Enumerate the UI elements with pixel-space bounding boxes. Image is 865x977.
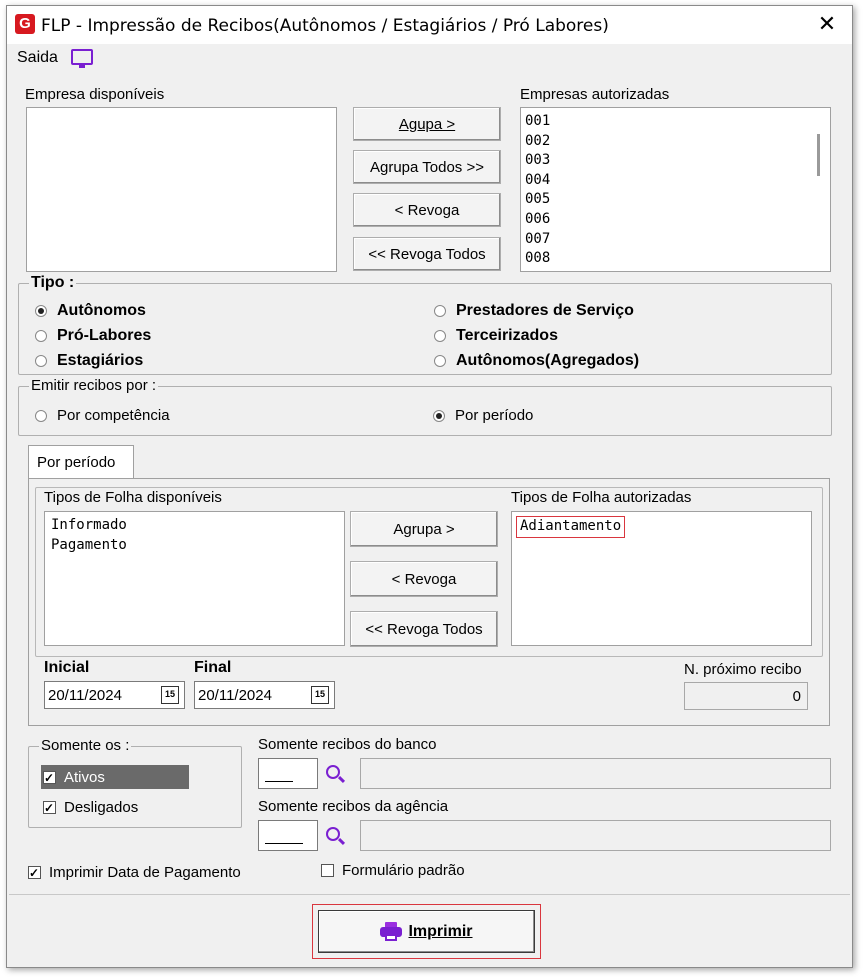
checkbox-ativos[interactable] — [41, 765, 189, 789]
banco-label: Somente recibos do banco — [258, 736, 437, 753]
radio-indicator — [35, 355, 47, 367]
list-item[interactable]: 003 — [525, 152, 551, 169]
radio-autonomos[interactable] — [35, 302, 146, 320]
radio-indicator — [35, 330, 47, 342]
emitir-label: Emitir recibos por : — [31, 377, 157, 394]
list-item[interactable]: 006 — [525, 210, 551, 227]
radio-autonomos-agregados[interactable] — [434, 352, 639, 370]
list-item[interactable]: 002 — [525, 132, 551, 149]
tipo-label: Tipo : — [31, 274, 75, 291]
radio-label: Autônomos — [57, 302, 146, 319]
imprimir-label: Imprimir — [408, 922, 473, 940]
inicial-label: Inicial — [44, 659, 90, 676]
checkbox-imprimir-data[interactable] — [28, 864, 241, 881]
radio-label: Por competência — [57, 407, 170, 424]
tipos-folha-disponiveis-list[interactable] — [44, 511, 345, 646]
empresa-disponiveis-label: Empresa disponíveis — [25, 86, 165, 103]
radio-por-periodo[interactable] — [433, 407, 533, 424]
data-final-value: 20/11/2024 — [198, 687, 272, 704]
checkbox-label: Ativos — [64, 768, 105, 786]
checkbox-indicator — [321, 864, 334, 877]
tipos-folha-disponiveis-label: Tipos de Folha disponíveis — [44, 489, 222, 506]
agrupa-folha-button[interactable]: Agrupa > — [350, 511, 498, 547]
tipo-group — [18, 274, 832, 375]
proximo-recibo-field — [684, 682, 808, 710]
list-item[interactable]: 004 — [525, 171, 551, 188]
checkbox-formulario-padrao[interactable] — [321, 862, 465, 879]
revoga-empresa-button[interactable]: < Revoga — [353, 193, 501, 227]
emitir-group — [18, 377, 832, 436]
agrupa-empresa-button[interactable]: Agupa > — [353, 107, 501, 141]
tipos-folha-autorizadas-list[interactable] — [511, 511, 812, 646]
footer-divider — [9, 894, 850, 895]
search-agencia-icon[interactable] — [326, 827, 340, 841]
imprimir-button[interactable] — [318, 910, 535, 953]
agencia-code-field[interactable] — [258, 820, 318, 851]
revoga-todos-empresa-button[interactable]: << Revoga Todos — [353, 237, 501, 271]
scrollbar-thumb[interactable] — [817, 134, 820, 176]
checkbox-label: Formulário padrão — [342, 862, 465, 879]
somente-label: Somente os : — [41, 737, 130, 754]
radio-label: Pró-Labores — [57, 327, 152, 344]
window-title: FLP - Impressão de Recibos(Autônomos / Estagiários / Pró Labores) — [41, 16, 609, 36]
radio-label: Por período — [455, 407, 534, 424]
radio-pro-labores[interactable] — [35, 327, 151, 345]
tipos-folha-autorizadas-label: Tipos de Folha autorizadas — [511, 489, 692, 506]
search-banco-icon[interactable] — [326, 765, 340, 779]
radio-label: Autônomos(Agregados) — [456, 352, 640, 369]
checkbox-indicator — [28, 866, 41, 879]
app-logo-icon: G — [15, 14, 35, 34]
checkbox-indicator — [43, 801, 56, 814]
checkbox-label: Desligados — [64, 799, 139, 816]
radio-indicator — [35, 410, 47, 422]
empresa-disponiveis-list[interactable] — [26, 107, 337, 272]
radio-estagiarios[interactable] — [35, 352, 143, 370]
calendar-icon[interactable]: 15 — [311, 686, 329, 704]
empresas-autorizadas-label: Empresas autorizadas — [520, 86, 670, 103]
empresas-autorizadas-list[interactable] — [520, 107, 831, 272]
list-item[interactable]: Informado — [51, 517, 127, 533]
list-item[interactable]: Adiantamento — [516, 516, 625, 538]
radio-indicator — [434, 355, 446, 367]
checkbox-label: Imprimir Data de Pagamento — [49, 864, 241, 881]
dialog-window — [6, 5, 853, 968]
proximo-recibo-label: N. próximo recibo — [684, 661, 802, 678]
agencia-label: Somente recibos da agência — [258, 798, 449, 815]
monitor-icon[interactable] — [71, 49, 93, 65]
radio-por-competencia[interactable] — [35, 407, 170, 424]
radio-label: Prestadores de Serviço — [456, 302, 634, 319]
list-item[interactable]: 005 — [525, 191, 551, 208]
checkbox-desligados[interactable] — [43, 799, 138, 816]
banco-code-field[interactable] — [258, 758, 318, 789]
proximo-recibo-value: 0 — [792, 688, 801, 705]
radio-indicator — [434, 330, 446, 342]
tab-por-periodo[interactable]: Por período — [28, 445, 134, 479]
agrupa-todos-empresa-button[interactable]: Agrupa Todos >> — [353, 150, 501, 184]
radio-indicator — [35, 305, 47, 317]
input-cursor-line — [265, 781, 293, 782]
menu-saida[interactable]: Saida — [17, 49, 58, 66]
final-label: Final — [194, 659, 232, 676]
menu-bar — [7, 44, 852, 72]
radio-prestadores[interactable] — [434, 302, 634, 320]
input-cursor-line — [265, 843, 303, 844]
radio-terceirizados[interactable] — [434, 327, 558, 345]
radio-indicator — [433, 410, 445, 422]
somente-group — [28, 737, 242, 828]
list-item[interactable]: 001 — [525, 113, 551, 129]
list-item[interactable]: Pagamento — [51, 536, 127, 553]
close-button[interactable]: ✕ — [817, 11, 837, 36]
list-item[interactable]: 007 — [525, 230, 551, 247]
calendar-icon[interactable]: 15 — [161, 686, 179, 704]
list-item[interactable]: 008 — [525, 250, 551, 267]
revoga-folha-button[interactable]: < Revoga — [350, 561, 498, 597]
printer-icon — [380, 922, 402, 942]
revoga-todos-folha-button[interactable]: << Revoga Todos — [350, 611, 498, 647]
radio-indicator — [434, 305, 446, 317]
radio-label: Terceirizados — [456, 327, 558, 344]
title-bar — [7, 6, 852, 44]
data-inicial-value: 20/11/2024 — [48, 687, 122, 704]
banco-name-field — [360, 758, 831, 789]
agencia-name-field — [360, 820, 831, 851]
checkbox-indicator — [43, 771, 56, 784]
radio-label: Estagiários — [57, 352, 144, 369]
